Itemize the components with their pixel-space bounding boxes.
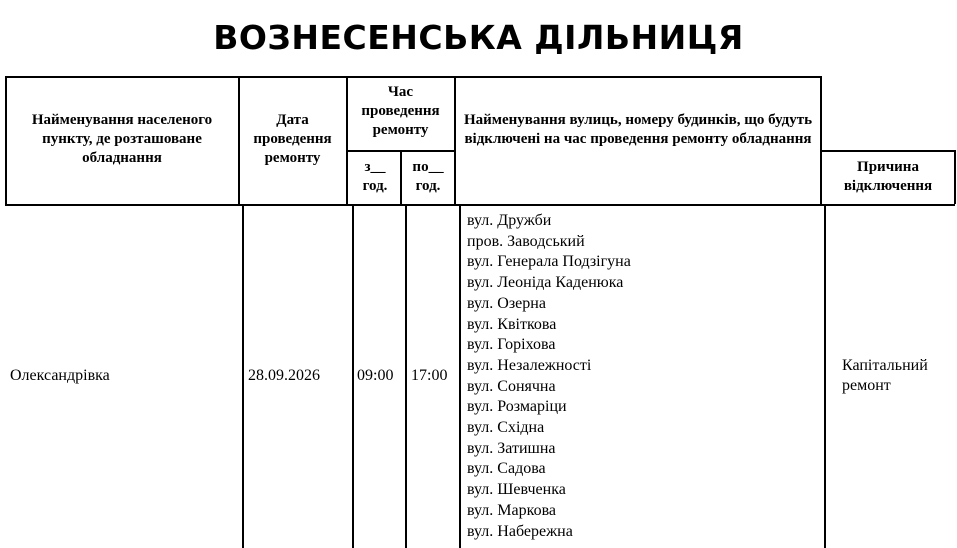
settlement-cell: Олександрівка [10, 367, 110, 384]
street-item: пров. Заводський [467, 232, 585, 250]
header-time-to: по__ год. [412, 159, 444, 194]
header-bottom-border [5, 204, 955, 206]
street-item: вул. Незалежності [467, 356, 592, 374]
street-item: вул. Горіхова [467, 336, 556, 354]
street-list [467, 211, 631, 542]
street-item: вул. Набережна [467, 522, 573, 540]
col-divider-3-body [405, 205, 407, 548]
table-left-border [5, 76, 7, 204]
col-divider-4 [454, 76, 456, 204]
col-divider-1 [238, 76, 240, 204]
reason-header-top-border [820, 150, 955, 152]
street-item: вул. Шевченка [467, 481, 566, 499]
header-date: Дата проведення ремонту [253, 112, 332, 166]
header-streets: Найменування вулиць, номеру будинків, що будуть відключені на час проведення ремонту обладнання [463, 112, 813, 147]
col-divider-5-body [824, 205, 826, 548]
header-settlement: Найменування населеного пункту, де розташоване обладнання [31, 112, 213, 166]
col-divider-4-body [459, 205, 461, 548]
street-item: вул. Квіткова [467, 315, 557, 333]
header-time: Час проведення ремонту [361, 84, 440, 138]
street-item: вул. Дружби [467, 212, 552, 229]
street-item: вул. Маркова [467, 501, 557, 519]
header-time-from: з__ год. [362, 159, 388, 194]
street-item: вул. Озерна [467, 294, 546, 312]
table-right-border [954, 150, 956, 204]
street-item: вул. Генерала Подзігуна [467, 253, 631, 271]
col-divider-1-body [242, 205, 244, 548]
col-divider-5 [820, 76, 822, 204]
street-item: вул. Сонячна [467, 377, 556, 395]
street-item: вул. Леоніда Каденюка [467, 274, 624, 292]
street-item: вул. Садова [467, 460, 546, 478]
date-cell: 28.09.2026 [248, 367, 320, 384]
street-item: вул. Східна [467, 419, 545, 437]
time-from-cell: 09:00 [357, 367, 394, 384]
street-item: вул. Розмаріци [467, 398, 567, 416]
page-title: ВОЗНЕСЕНСЬКА ДІЛЬНИЦЯ [213, 18, 744, 57]
col-divider-2-body [352, 205, 354, 548]
table-top-border [5, 76, 820, 78]
street-item: вул. Затишна [467, 439, 556, 457]
col-divider-3 [400, 150, 402, 204]
header-reason: Причина відключення [843, 159, 933, 194]
time-to-cell: 17:00 [411, 367, 448, 384]
col-divider-2 [346, 76, 348, 204]
reason-cell: Капітальний ремонт [842, 357, 928, 394]
